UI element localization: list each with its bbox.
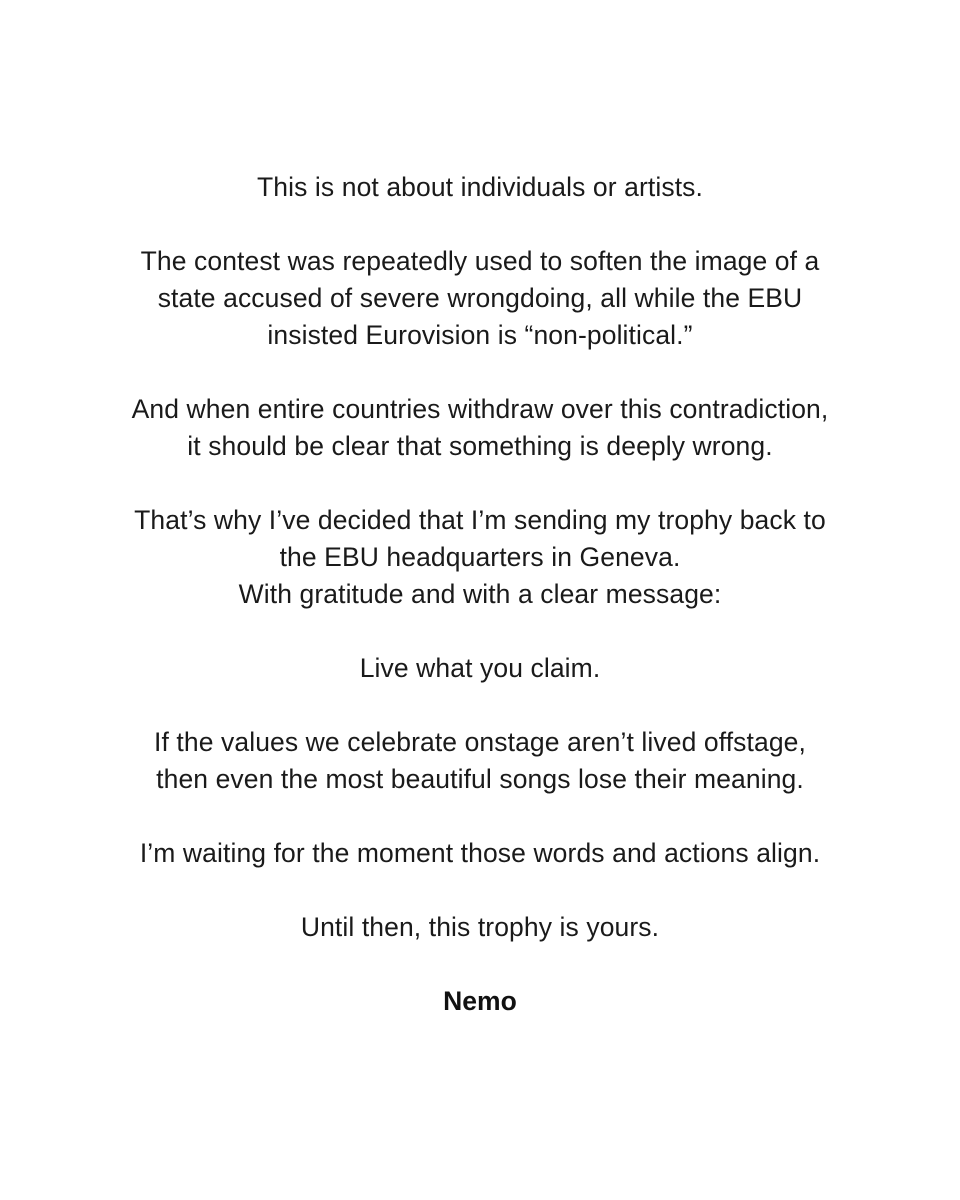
paragraph xyxy=(0,391,960,465)
text-line: And when entire countries withdraw over this contradiction, xyxy=(131,394,829,424)
paragraph xyxy=(0,724,960,798)
text-line: The contest was repeatedly used to soften the image of a xyxy=(140,246,820,276)
paragraph xyxy=(0,835,960,872)
paragraph xyxy=(0,909,960,946)
text-line: it should be clear that something is deeply wrong. xyxy=(187,431,773,461)
paragraph xyxy=(0,650,960,687)
text-line: insisted Eurovision is “non-political.” xyxy=(267,320,693,350)
text-line: then even the most beautiful songs lose their meaning. xyxy=(156,764,804,794)
text-line: With gratitude and with a clear message: xyxy=(238,579,722,609)
statement-text xyxy=(0,169,960,1020)
text-line: the EBU headquarters in Geneva. xyxy=(279,542,681,572)
paragraph xyxy=(0,169,960,206)
signature: Nemo xyxy=(443,986,517,1016)
text-line: This is not about individuals or artists. xyxy=(257,172,703,202)
paragraph xyxy=(0,243,960,354)
text-line: Live what you claim. xyxy=(359,653,601,683)
text-line: Until then, this trophy is yours. xyxy=(300,912,660,942)
text-line: I’m waiting for the moment those words and actions align. xyxy=(139,838,821,868)
text-line: state accused of severe wrongdoing, all while the EBU xyxy=(157,283,803,313)
text-line: That’s why I’ve decided that I’m sending my trophy back to xyxy=(134,505,826,535)
text-line: If the values we celebrate onstage aren’t lived offstage, xyxy=(154,727,806,757)
paragraph xyxy=(0,502,960,613)
